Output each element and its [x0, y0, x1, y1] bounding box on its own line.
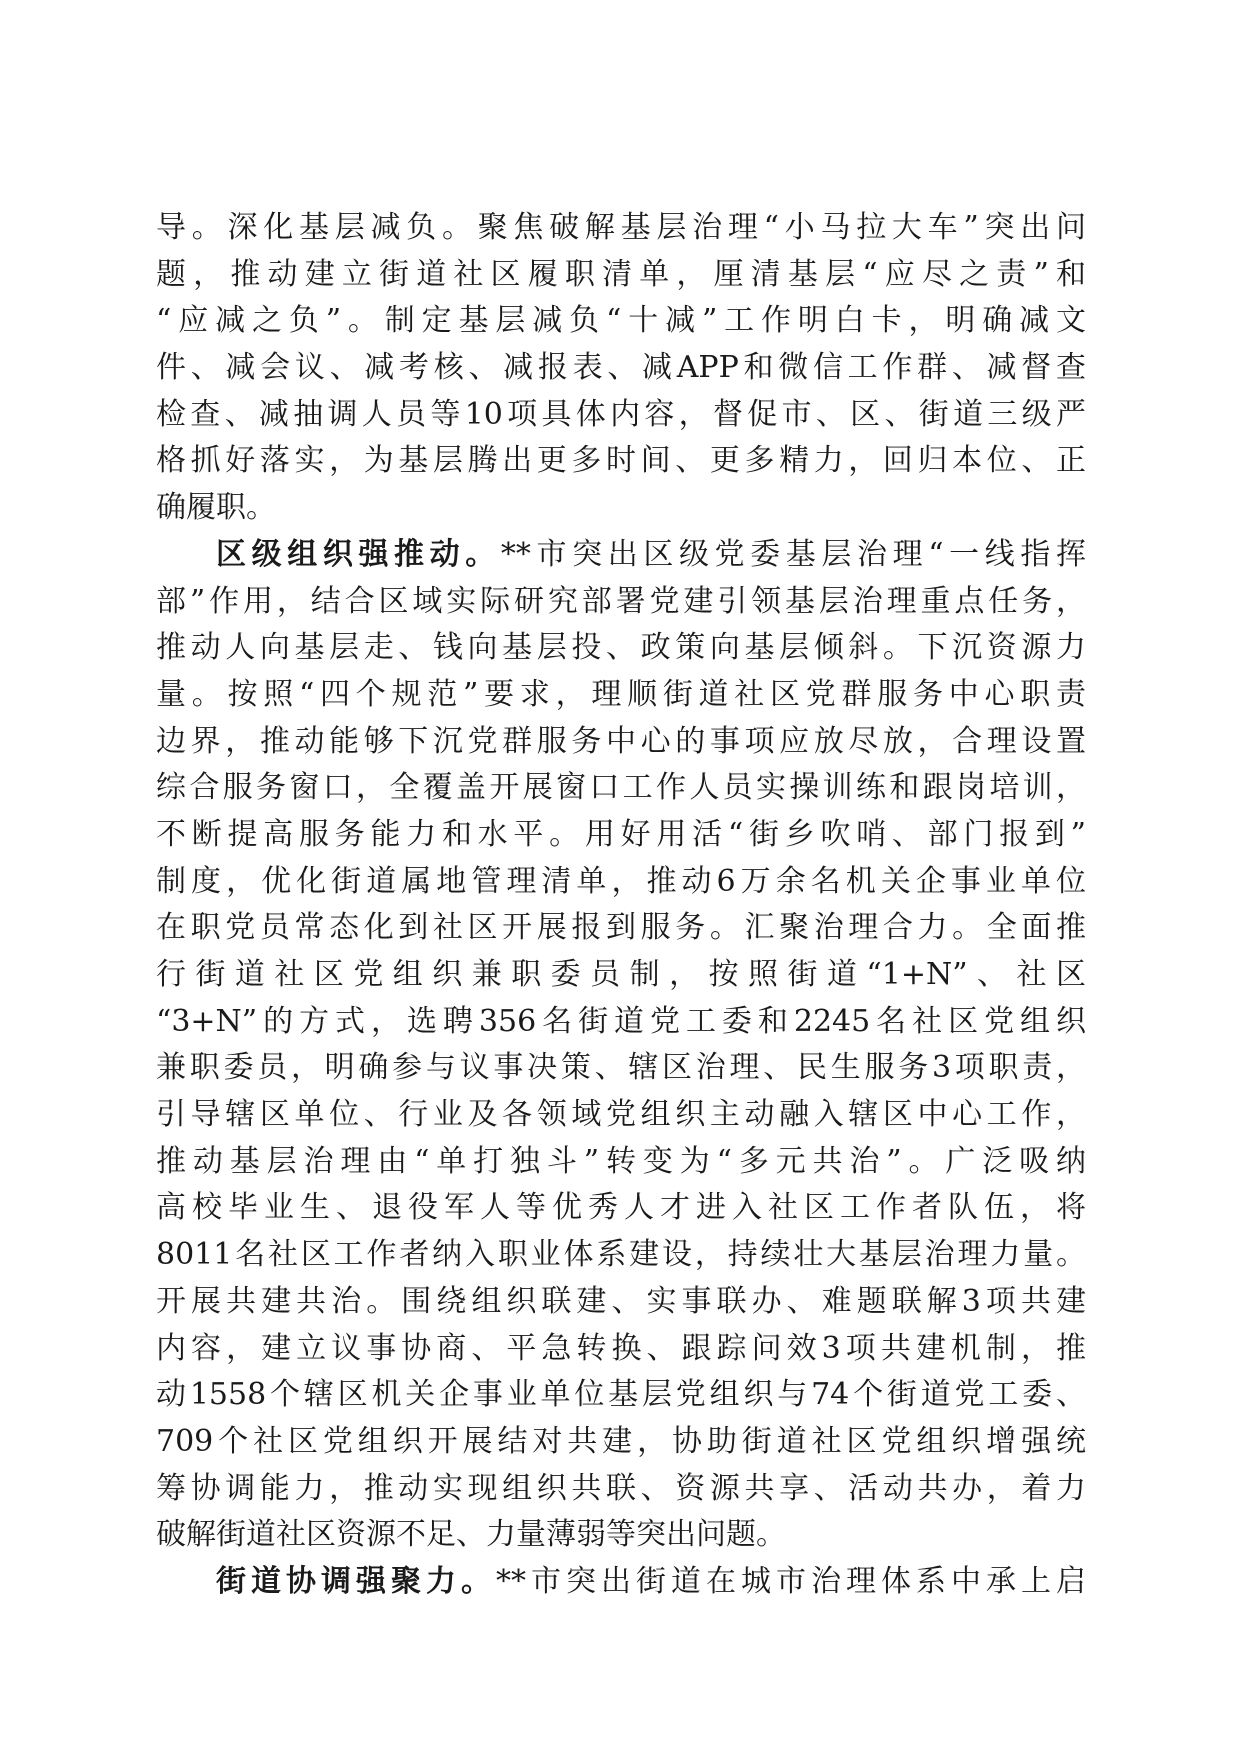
- paragraph-2-line: 8011名社区工作者纳入职业体系建设，持续壮大基层治理力量。: [156, 1237, 1086, 1273]
- paragraph-2-line: 兼职委员，明确参与议事决策、辖区治理、民生服务3项职责，: [156, 1050, 1086, 1086]
- paragraph-2-line: 内容，建立议事协商、平急转换、跟踪问效3项共建机制，推: [156, 1330, 1086, 1366]
- paragraph-1-line: 导。深化基层减负。聚焦破解基层治理“小马拉大车”突出问: [156, 210, 1086, 245]
- section-heading-district: 区级组织强推动。: [216, 536, 501, 572]
- paragraph-2-line: 开展共建共治。围绕组织联建、实事联办、难题联解3项共建: [156, 1283, 1086, 1319]
- paragraph-2-first-line: [156, 532, 1086, 579]
- paragraph-1-line: 格抓好落实，为基层腾出更多时间、更多精力，回归本位、正: [156, 443, 1086, 479]
- document-body: [156, 205, 1086, 1606]
- paragraph-2-line: 制度，优化街道属地管理清单，推动6万余名机关企事业单位: [156, 863, 1086, 899]
- paragraph-2-line: 709个社区党组织开展结对共建，协助街道社区党组织增强统: [156, 1423, 1086, 1459]
- paragraph-2-line: 不断提高服务能力和水平。用好用活“街乡吹哨、部门报到”: [156, 816, 1086, 852]
- paragraph-2-line: 在职党员常态化到社区开展报到服务。汇聚治理合力。全面推: [156, 910, 1086, 946]
- paragraph-1-line: 件、减会议、减考核、减报表、减APP和微信工作群、减督查: [156, 350, 1086, 386]
- paragraph-2-line: 推动基层治理由“单打独斗”转变为“多元共治”。广泛吸纳: [156, 1143, 1086, 1179]
- paragraph-2-line: 引导辖区单位、行业及各领域党组织主动融入辖区中心工作，: [156, 1097, 1086, 1133]
- paragraph-2-line: 行街道社区党组织兼职委员制，按照街道“1+N”、社区: [156, 957, 1086, 992]
- paragraph-3-first-line-text: **市突出街道在城市治理体系中承上启: [496, 1563, 1086, 1599]
- paragraph-1-line: 确履职。: [156, 490, 276, 526]
- paragraph-3-first-line: [156, 1559, 1086, 1606]
- paragraph-2-line: 破解街道社区资源不足、力量薄弱等突出问题。: [156, 1517, 786, 1553]
- section-heading-street: 街道协调强聚力。: [216, 1563, 496, 1599]
- paragraph-1-line: 检查、减抽调人员等10项具体内容，督促市、区、街道三级严: [156, 396, 1086, 432]
- paragraph-2-line: “3+N”的方式，选聘356名街道党工委和2245名社区党组织: [156, 1003, 1086, 1039]
- paragraph-2-line: 边界，推动能够下沉党群服务中心的事项应放尽放，合理设置: [156, 723, 1086, 759]
- paragraph-1-line: 题，推动建立街道社区履职清单，厘清基层“应尽之责”和: [156, 256, 1086, 292]
- paragraph-2-line: 高校毕业生、退役军人等优秀人才进入社区工作者队伍，将: [156, 1190, 1086, 1226]
- paragraph-2-line: 部”作用，结合区域实际研究部署党建引领基层治理重点任务，: [156, 583, 1086, 619]
- paragraph-2-first-line-text: **市突出区级党委基层治理“一线指挥: [500, 536, 1086, 572]
- paragraph-2-line: 推动人向基层走、钱向基层投、政策向基层倾斜。下沉资源力: [156, 630, 1086, 666]
- paragraph-1-line: “应减之负”。制定基层减负“十减”工作明白卡，明确减文: [156, 303, 1086, 339]
- paragraph-2-line: 筹协调能力，推动实现组织共联、资源共享、活动共办，着力: [156, 1470, 1086, 1506]
- paragraph-2-line: 综合服务窗口，全覆盖开展窗口工作人员实操训练和跟岗培训，: [156, 770, 1086, 806]
- paragraph-2-line: 量。按照“四个规范”要求，理顺街道社区党群服务中心职责: [156, 676, 1086, 712]
- paragraph-2-line: 动1558个辖区机关企事业单位基层党组织与74个街道党工委、: [156, 1377, 1086, 1413]
